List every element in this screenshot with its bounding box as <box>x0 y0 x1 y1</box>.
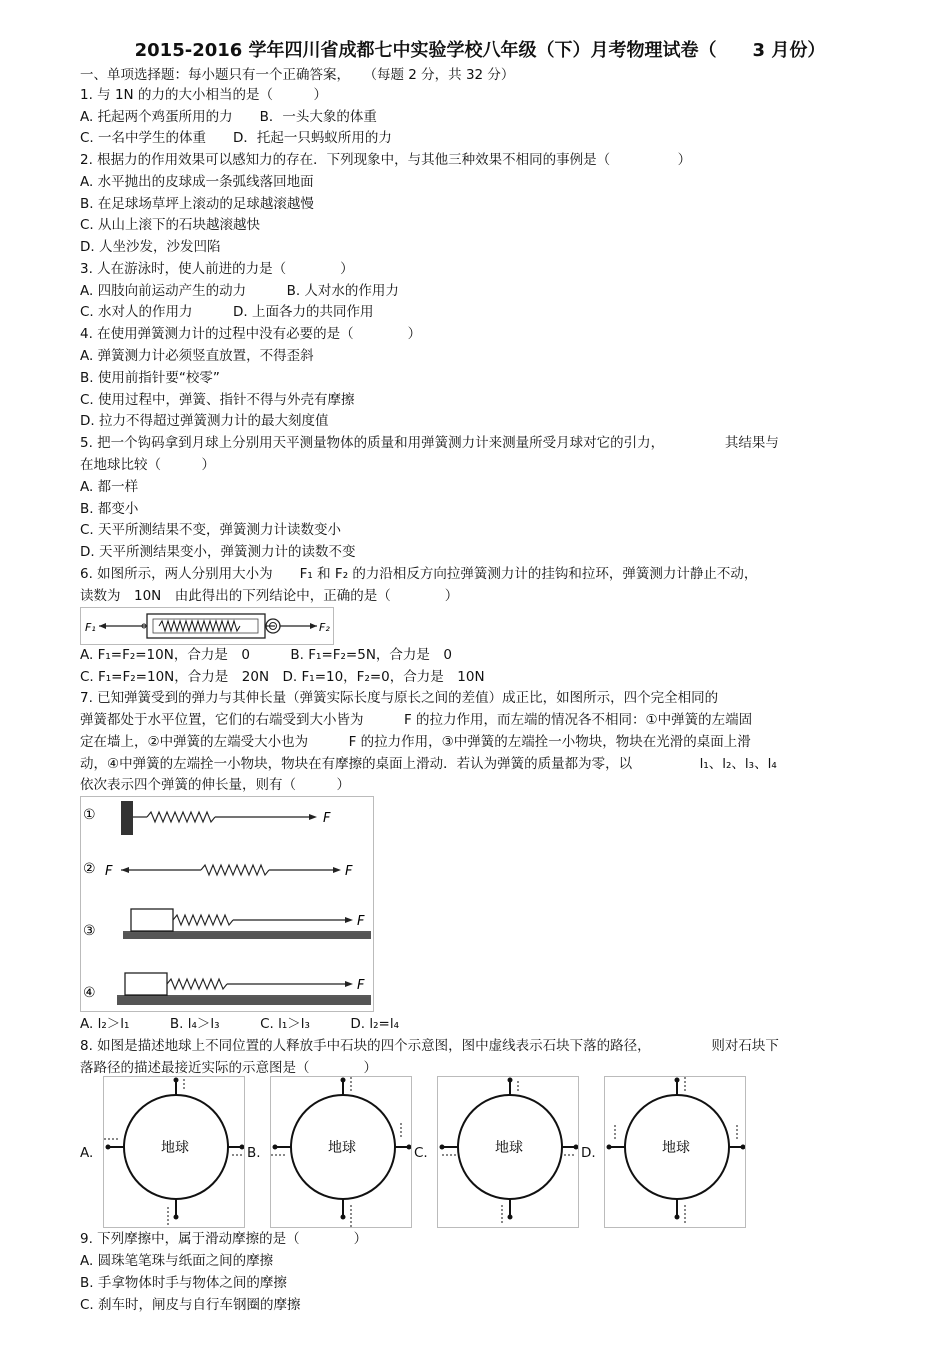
earth-label-b: 地球 <box>328 1140 356 1156</box>
q5-stem-line1: 5. 把一个钩码拿到月球上分别用天平测量物体的质量和用弹簧测力计来测量所受月球对它的引力， 其结果与 <box>80 435 779 451</box>
f2-label: F₂ <box>319 621 330 634</box>
q5-option-b: B. 都变小 <box>80 501 139 517</box>
spring-scale-figure <box>80 607 334 645</box>
earth-diagram-b <box>270 1076 412 1228</box>
q8-label-c: C. <box>414 1145 428 1161</box>
q2-option-a: A. 水平抛出的皮球成一条弧线落回地面 <box>80 174 314 190</box>
q4-option-b: B. 使用前指针要“校零” <box>80 370 220 386</box>
q1-options-cd: C. 一名中学生的体重 D．托起一只蚂蚁所用的力 <box>80 130 392 146</box>
page-title: 2015-2016 学年四川省成都七中实验学校八年级（下）月考物理试卷（ 3 月份） <box>134 40 826 61</box>
q7-options: A. l₂＞l₁ B. l₄＞l₃ C. l₁＞l₃ D. l₂=l₄ <box>80 1016 400 1032</box>
q4-stem: 4. 在使用弹簧测力计的过程中没有必要的是（ ） <box>80 326 422 342</box>
q9-option-c: C. 刹车时，闸皮与自行车钢圈的摩擦 <box>80 1297 301 1313</box>
q6-stem-line2: 读数为 10N 由此得出的下列结论中，正确的是（ ） <box>80 588 459 604</box>
q4-option-c: C. 使用过程中，弹簧、指针不得与外壳有摩擦 <box>80 392 355 408</box>
q8-label-b: B. <box>247 1145 261 1161</box>
q5-option-a: A. 都一样 <box>80 479 139 495</box>
q2-option-b: B. 在足球场草坪上滚动的足球越滚越慢 <box>80 196 314 212</box>
q7-stem-line3: 定在墙上，②中弹簧的左端受大小也为 F 的拉力作用，③中弹簧的左端拴一小物块，物块在光滑的桌面上滑 <box>80 734 751 750</box>
q6-options-ab: A. F₁=F₂=10N，合力是 0 B. F₁=F₂=5N，合力是 0 <box>80 647 453 663</box>
four-springs-figure <box>80 796 374 1012</box>
earth-label-d: 地球 <box>662 1140 690 1156</box>
section-heading: 一、单项选择题：每小题只有一个正确答案， （每题 2 分，共 32 分） <box>80 67 515 83</box>
earth-label-a: 地球 <box>161 1140 189 1156</box>
q2-option-d: D. 人坐沙发，沙发凹陷 <box>80 239 221 255</box>
q4-option-d: D. 拉力不得超过弹簧测力计的最大刻度值 <box>80 413 329 429</box>
q6-stem-line1: 6. 如图所示，两人分别用大小为 F₁ 和 F₂ 的力沿相反方向拉弹簧测力计的挂钩和拉环，弹簧测力计静止不动， <box>80 566 758 582</box>
q7-stem-line1: 7. 已知弹簧受到的弹力与其伸长量（弹簧实际长度与原长之间的差值）成正比，如图所示，四个完全相同的 <box>80 690 719 706</box>
q1-options-ab: A. 托起两个鸡蛋所用的力 B．一头大象的体重 <box>80 109 377 125</box>
spring-3-force: F <box>357 914 365 929</box>
spring-1-force: F <box>323 811 331 826</box>
spring-2-number: ② <box>83 861 96 877</box>
q5-stem-line2: 在地球比较（ ） <box>80 457 215 473</box>
spring-2-right-force: F <box>345 864 353 879</box>
q9-option-a: A. 圆珠笔笔珠与纸面之间的摩擦 <box>80 1253 274 1269</box>
q3-stem: 3. 人在游泳时，使人前进的力是（ ） <box>80 261 354 277</box>
q2-option-c: C. 从山上滚下的石块越滚越快 <box>80 217 261 233</box>
spring-2-left-force: F <box>105 864 113 879</box>
spring-4-force: F <box>357 978 365 993</box>
q7-stem-line4: 动，④中弹簧的左端拴一小物块，物块在有摩擦的桌面上滑动．若认为弹簧的质量都为零，以 l₁、l₂、l₃、l₄ <box>80 756 777 772</box>
earth-diagram-c <box>437 1076 579 1228</box>
q9-option-b: B. 手拿物体时手与物体之间的摩擦 <box>80 1275 287 1291</box>
spring-3-number: ③ <box>83 923 96 939</box>
q7-stem-line5: 依次表示四个弹簧的伸长量，则有（ ） <box>80 777 350 793</box>
q3-options-cd: C. 水对人的作用力 D. 上面各力的共同作用 <box>80 304 374 320</box>
q1-stem: 1. 与 1N 的力的大小相当的是（ ） <box>80 87 327 103</box>
earth-diagram-a <box>103 1076 245 1228</box>
q8-stem-line1: 8. 如图是描述地球上不同位置的人释放手中石块的四个示意图，图中虚线表示石块下落的路径， 则对石块下 <box>80 1038 779 1054</box>
earth-label-c: 地球 <box>495 1140 523 1156</box>
q7-stem-line2: 弹簧都处于水平位置，它们的右端受到大小皆为 F 的拉力作用，而左端的情况各不相同：①中弹簧的左端固 <box>80 712 753 728</box>
q6-options-cd: C. F₁=F₂=10N，合力是 20N D. F₁=10，F₂=0，合力是 10N <box>80 669 485 685</box>
earth-diagram-d <box>604 1076 746 1228</box>
q8-stem-line2: 落路径的描述最接近实际的示意图是（ ） <box>80 1060 377 1076</box>
f1-label: F₁ <box>85 621 96 634</box>
q3-options-ab: A. 四肢向前运动产生的动力 B. 人对水的作用力 <box>80 283 399 299</box>
q8-label-d: D. <box>581 1145 596 1161</box>
q5-option-c: C. 天平所测结果不变，弹簧测力计读数变小 <box>80 522 342 538</box>
q2-stem: 2. 根据力的作用效果可以感知力的存在．下列现象中，与其他三种效果不相同的事例是（ ） <box>80 152 692 168</box>
q9-stem: 9. 下列摩擦中，属于滑动摩擦的是（ ） <box>80 1231 368 1247</box>
spring-1-number: ① <box>83 807 96 823</box>
spring-4-number: ④ <box>83 985 96 1001</box>
q8-label-a: A. <box>80 1145 94 1161</box>
q4-option-a: A. 弹簧测力计必须竖直放置，不得歪斜 <box>80 348 314 364</box>
q5-option-d: D. 天平所测结果变小，弹簧测力计的读数不变 <box>80 544 356 560</box>
